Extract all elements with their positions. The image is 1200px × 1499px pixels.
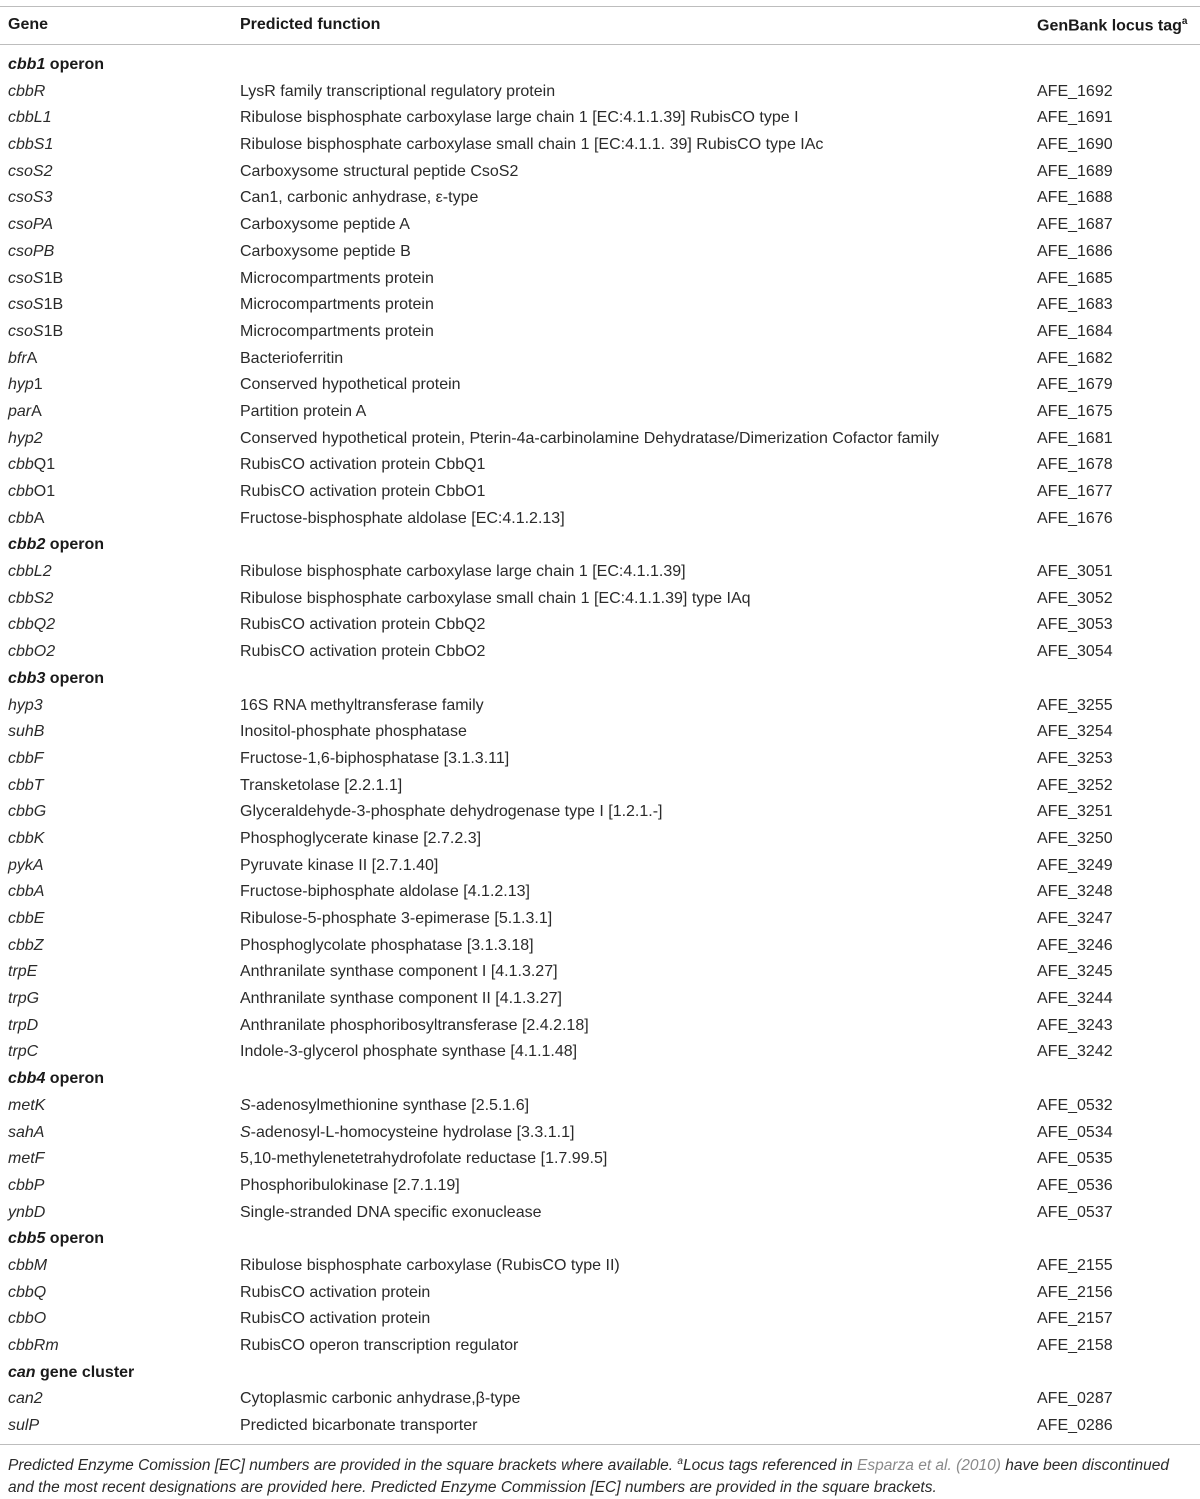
locus-tag-cell: AFE_3249 [1037,856,1113,874]
section-title-rest: operon [45,536,105,554]
locus-tag-cell: AFE_1689 [1037,162,1113,180]
gene-cell: cbbS1 [8,136,54,154]
table-row [0,266,1200,293]
function-cell: 16S RNA methyltransferase family [240,696,484,714]
function-cell: Bacterioferritin [240,349,344,367]
function-cell: RubisCO activation protein [240,1283,431,1301]
function-cell: RubisCO activation protein CbbQ2 [240,616,486,634]
gene-cell [8,403,42,421]
table-row [0,292,1200,319]
footnote-part1: Predicted Enzyme Comission [EC] numbers are provided in the square brackets where available. [8,1457,678,1475]
locus-tag-cell: AFE_1691 [1037,109,1113,127]
function-cell: Inositol-phosphate phosphatase [240,723,467,741]
function-cell: Ribulose bisphosphate carboxylase small chain 1 [EC:4.1.1.39] type IAq [240,589,751,607]
table-row [0,693,1200,720]
function-cell: RubisCO operon transcription regulator [240,1337,519,1354]
gene-name-suffix: O1 [33,483,56,500]
table-row [0,746,1200,773]
gene-cell: trpG [8,990,40,1008]
locus-tag-cell: AFE_3246 [1037,936,1113,954]
gene-cell: trpD [8,1016,39,1034]
table-row [0,79,1200,106]
table-row [0,1386,1200,1413]
table-row [0,426,1200,453]
function-cell: RubisCO activation protein CbbO2 [240,643,486,661]
table-row [0,132,1200,159]
gene-name-italic: cbb [8,509,34,527]
gene-cell: cbbR [8,82,46,100]
gene-cell [8,510,44,528]
function-text: -adenosylmethionine synthase [2.5.1.6] [250,1096,530,1114]
gene-cell: hyp3 [8,696,43,714]
table-row [0,773,1200,800]
function-italic-prefix: S [240,1096,251,1114]
locus-tag-cell: AFE_1685 [1037,269,1113,287]
locus-tag-cell: AFE_3052 [1037,589,1113,607]
function-cell: Ribulose bisphosphate carboxylase small chain 1 [EC:4.1.1. 39] RubisCO type IAc [240,136,824,154]
gene-cell [8,323,63,341]
table-row [0,1413,1200,1440]
section-title-em: cbb3 [8,669,46,687]
table-row [0,906,1200,933]
locus-tag-cell: AFE_2156 [1037,1283,1113,1301]
table-row [0,212,1200,239]
table-row [0,372,1200,399]
table-row [0,1120,1200,1147]
gene-cell: cbbQ [8,1283,47,1301]
gene-name-italic: hyp [8,376,34,394]
section-title-rest: operon [45,56,105,73]
section-row [0,1226,1200,1253]
gene-cell: cbbT [8,776,44,794]
footnote-sup: a [677,1456,683,1467]
section-title [8,1230,104,1248]
gene-cell: cbbO2 [8,643,56,661]
section-title-em: can [8,1363,36,1381]
locus-tag-cell: AFE_3242 [1037,1043,1113,1061]
table-header-rule [0,44,1200,45]
function-cell: Carboxysome peptide B [240,242,411,260]
gene-cell: cbbM [8,1256,48,1274]
gene-cell: suhB [8,723,45,741]
function-cell: Fructose-1,6-biphosphatase [3.1.3.11] [240,749,510,767]
locus-tag-cell: AFE_3244 [1037,990,1113,1008]
function-cell: Anthranilate synthase component I [4.1.3.27] [240,963,558,981]
gene-cell: pykA [8,856,44,874]
locus-tag-cell: AFE_1684 [1037,322,1113,340]
locus-tag-cell: AFE_0286 [1037,1417,1113,1435]
section-title [8,1364,134,1382]
gene-name-suffix: 1B [43,296,64,314]
section-title [8,56,104,74]
function-cell: Ribulose bisphosphate carboxylase large chain 1 [EC:4.1.1.39] [240,563,686,581]
function-cell: Conserved hypothetical protein [240,376,461,394]
table-top-rule [0,6,1200,7]
table-row [0,506,1200,533]
gene-name-italic: csoS [8,296,44,314]
function-cell: Fructose-biphosphate aldolase [4.1.2.13] [240,883,530,901]
table-row [0,346,1200,373]
table-row [0,933,1200,960]
function-cell: Microcompartments protein [240,269,434,287]
section-row [0,1360,1200,1387]
gene-cell: trpC [8,1043,39,1061]
locus-tag-cell: AFE_0535 [1037,1150,1113,1168]
gene-name-italic: par [8,402,32,420]
table-bottom-rule [0,1444,1200,1445]
table-row [0,586,1200,613]
footnote-citation-link[interactable]: Esparza et al. (2010) [857,1457,1001,1475]
locus-tag-cell: AFE_3248 [1037,883,1113,901]
locus-tag-cell: AFE_1682 [1037,349,1113,367]
gene-name-suffix: A [33,509,45,527]
locus-tag-cell: AFE_2155 [1037,1256,1113,1274]
gene-cell: cbbRm [8,1337,59,1354]
table-row [0,1039,1200,1066]
locus-tag-cell: AFE_0287 [1037,1390,1113,1408]
gene-cell: metF [8,1150,45,1168]
section-title-em: cbb4 [8,1070,46,1088]
footnote-part3: have been discontinued and the most recent designations are provided here. Predicted Enzyme Commission [EC] numbers are provided in the square brackets. [8,1457,1169,1497]
function-italic-prefix: S [240,1123,251,1141]
function-cell: Anthranilate phosphoribosyltransferase [2.4.2.18] [240,1016,589,1034]
gene-cell: cbbE [8,910,45,927]
gene-name-italic: bfr [8,349,27,367]
table-row [0,826,1200,853]
locus-tag-cell: AFE_1683 [1037,296,1113,314]
gene-cell [8,270,63,288]
function-cell: RubisCO activation protein [240,1310,431,1328]
locus-tag-cell: AFE_3054 [1037,643,1113,661]
table-row [0,319,1200,346]
locus-tag-cell: AFE_3251 [1037,803,1113,821]
table-row [0,479,1200,506]
function-cell: RubisCO activation protein CbbO1 [240,483,486,500]
function-cell: RubisCO activation protein CbbQ1 [240,456,486,474]
section-title-rest: operon [45,1230,105,1248]
locus-tag-cell: AFE_1677 [1037,483,1113,500]
function-cell: Single-stranded DNA specific exonuclease [240,1203,542,1221]
locus-tag-cell: AFE_0532 [1037,1096,1113,1114]
section-title-em: cbb2 [8,536,46,554]
table-row [0,239,1200,266]
gene-name-suffix: A [26,349,38,367]
gene-cell: csoS2 [8,162,53,180]
gene-name-suffix: 1B [43,322,64,340]
table-footnote [8,1451,1198,1499]
locus-tag-cell: AFE_0537 [1037,1203,1113,1221]
locus-tag-cell: AFE_1679 [1037,376,1113,394]
table-row [0,719,1200,746]
gene-cell [8,376,43,394]
locus-tag-cell: AFE_3252 [1037,776,1113,794]
section-title-em: cbb1 [8,56,46,73]
table-row [0,399,1200,426]
table-row [0,879,1200,906]
gene-cell [8,483,55,501]
section-title-rest: operon [45,669,105,687]
table-row [0,612,1200,639]
table-row [0,1093,1200,1120]
header-locus-label: GenBank locus tag [1037,17,1182,35]
table-row [0,1306,1200,1333]
function-cell: Anthranilate synthase component II [4.1.3.27] [240,990,562,1008]
gene-cell: csoS3 [8,189,53,207]
locus-tag-cell: AFE_2157 [1037,1310,1113,1328]
function-cell: Transketolase [2.2.1.1] [240,776,403,794]
locus-tag-cell: AFE_1686 [1037,242,1113,260]
function-cell: LysR family transcriptional regulatory protein [240,82,556,100]
gene-cell: cbbK [8,829,45,847]
locus-tag-cell: AFE_1676 [1037,509,1113,527]
table-row [0,1013,1200,1040]
gene-cell: sahA [8,1123,45,1141]
gene-cell: cbbQ2 [8,616,56,634]
table-row [0,959,1200,986]
gene-cell: cbbA [8,883,45,901]
section-title [8,1070,104,1088]
gene-cell: cbbS2 [8,589,54,607]
gene-cell: trpE [8,963,38,981]
function-cell: Ribulose bisphosphate carboxylase (RubisCO type II) [240,1256,620,1274]
function-cell: Predicted bicarbonate transporter [240,1417,478,1435]
function-cell: Phosphoglycerate kinase [2.7.2.3] [240,829,482,847]
function-cell [240,1097,529,1115]
table-row [0,1253,1200,1280]
function-cell: Glyceraldehyde-3-phosphate dehydrogenase type I [1.2.1.-] [240,803,663,821]
table-row [0,986,1200,1013]
table-body [0,52,1200,1440]
locus-tag-cell: AFE_1687 [1037,216,1113,234]
section-title-em: cbb5 [8,1230,46,1248]
locus-tag-cell: AFE_1688 [1037,189,1113,207]
function-cell: 5,10-methylenetetrahydrofolate reductase [1.7.99.5] [240,1150,608,1168]
gene-name-suffix: 1B [43,269,64,287]
gene-name-suffix: A [31,402,42,420]
gene-cell: sulP [8,1417,40,1435]
gene-cell: cbbO [8,1310,47,1328]
section-row [0,666,1200,693]
locus-tag-cell: AFE_1675 [1037,402,1113,420]
table-row [0,559,1200,586]
footnote-part2: Locus tags referenced in [682,1457,858,1475]
locus-tag-cell: AFE_1681 [1037,429,1113,447]
locus-tag-cell: AFE_3243 [1037,1016,1113,1034]
gene-cell: cbbL1 [8,109,52,127]
locus-tag-cell: AFE_0534 [1037,1123,1113,1141]
gene-cell: cbbL2 [8,563,52,581]
function-cell: Conserved hypothetical protein, Pterin-4a-carbinolamine Dehydratase/Dimerization Cofactor family [240,429,939,447]
locus-tag-cell: AFE_3051 [1037,563,1113,581]
section-title [8,536,104,554]
locus-tag-cell: AFE_0536 [1037,1176,1113,1194]
table-row [0,452,1200,479]
function-cell: Pyruvate kinase II [2.7.1.40] [240,856,439,874]
locus-tag-cell: AFE_1690 [1037,136,1113,154]
table-row [0,105,1200,132]
table-row [0,1200,1200,1227]
gene-cell: metK [8,1096,46,1114]
table-row [0,1146,1200,1173]
table-row [0,1333,1200,1360]
function-text: -adenosyl-L-homocysteine hydrolase [3.3.1.1] [250,1123,575,1141]
locus-tag-cell: AFE_3254 [1037,723,1113,741]
gene-cell: csoPB [8,242,55,260]
function-cell: Carboxysome peptide A [240,216,410,234]
locus-tag-cell: AFE_3245 [1037,963,1113,981]
gene-cell: hyp2 [8,429,43,447]
header-function: Predicted function [240,16,381,33]
function-cell [240,1124,574,1142]
header-gene: Gene [8,16,49,33]
gene-cell [8,456,55,474]
table-row [0,853,1200,880]
section-row [0,1066,1200,1093]
locus-tag-cell: AFE_1678 [1037,456,1113,474]
function-cell: Carboxysome structural peptide CsoS2 [240,162,519,180]
gene-cell [8,296,63,314]
gene-cell: cbbP [8,1176,45,1194]
gene-name-italic: csoS [8,322,44,340]
gene-name-italic: cbb [8,456,34,474]
section-row [0,52,1200,79]
gene-name-italic: cbb [8,483,34,500]
function-cell: Microcompartments protein [240,296,434,314]
header-locus [1037,16,1187,35]
table-row [0,639,1200,666]
table-row [0,1173,1200,1200]
locus-tag-cell: AFE_3255 [1037,696,1113,714]
locus-tag-cell: AFE_3053 [1037,616,1113,634]
function-cell: Microcompartments protein [240,322,434,340]
function-cell: Can1, carbonic anhydrase, ε-type [240,189,479,207]
table-row [0,1280,1200,1307]
gene-cell: ynbD [8,1203,46,1221]
function-cell: Phosphoglycolate phosphatase [3.1.3.18] [240,936,534,954]
locus-tag-cell: AFE_3250 [1037,829,1113,847]
section-row [0,532,1200,559]
gene-cell: cbbF [8,749,44,767]
function-cell: Partition protein A [240,402,367,420]
gene-name-suffix: 1 [33,376,43,394]
section-title [8,670,104,688]
function-cell: Indole-3-glycerol phosphate synthase [4.1.1.48] [240,1043,578,1061]
locus-tag-cell: AFE_3253 [1037,749,1113,767]
table-row [0,185,1200,212]
gene-cell: cbbZ [8,936,44,954]
gene-cell: csoPA [8,216,54,234]
function-cell: Ribulose-5-phosphate 3-epimerase [5.1.3.1] [240,910,553,927]
function-cell: Phosphoribulokinase [2.7.1.19] [240,1176,460,1194]
gene-cell: can2 [8,1390,43,1408]
header-locus-sup: a [1181,16,1188,27]
function-cell: Ribulose bisphosphate carboxylase large chain 1 [EC:4.1.1.39] RubisCO type I [240,109,799,127]
function-cell: Cytoplasmic carbonic anhydrase,β-type [240,1390,521,1408]
gene-name-suffix: Q1 [33,456,56,474]
function-cell: Fructose-bisphosphate aldolase [EC:4.1.2.13] [240,509,565,527]
locus-tag-cell: AFE_1692 [1037,82,1113,100]
section-title-rest: operon [45,1070,105,1088]
gene-cell [8,350,37,368]
locus-tag-cell: AFE_2158 [1037,1337,1113,1354]
gene-cell: cbbG [8,803,47,821]
gene-name-italic: csoS [8,269,44,287]
table-row [0,799,1200,826]
section-title-rest: gene cluster [35,1363,135,1381]
locus-tag-cell: AFE_3247 [1037,910,1113,927]
table-row [0,159,1200,186]
